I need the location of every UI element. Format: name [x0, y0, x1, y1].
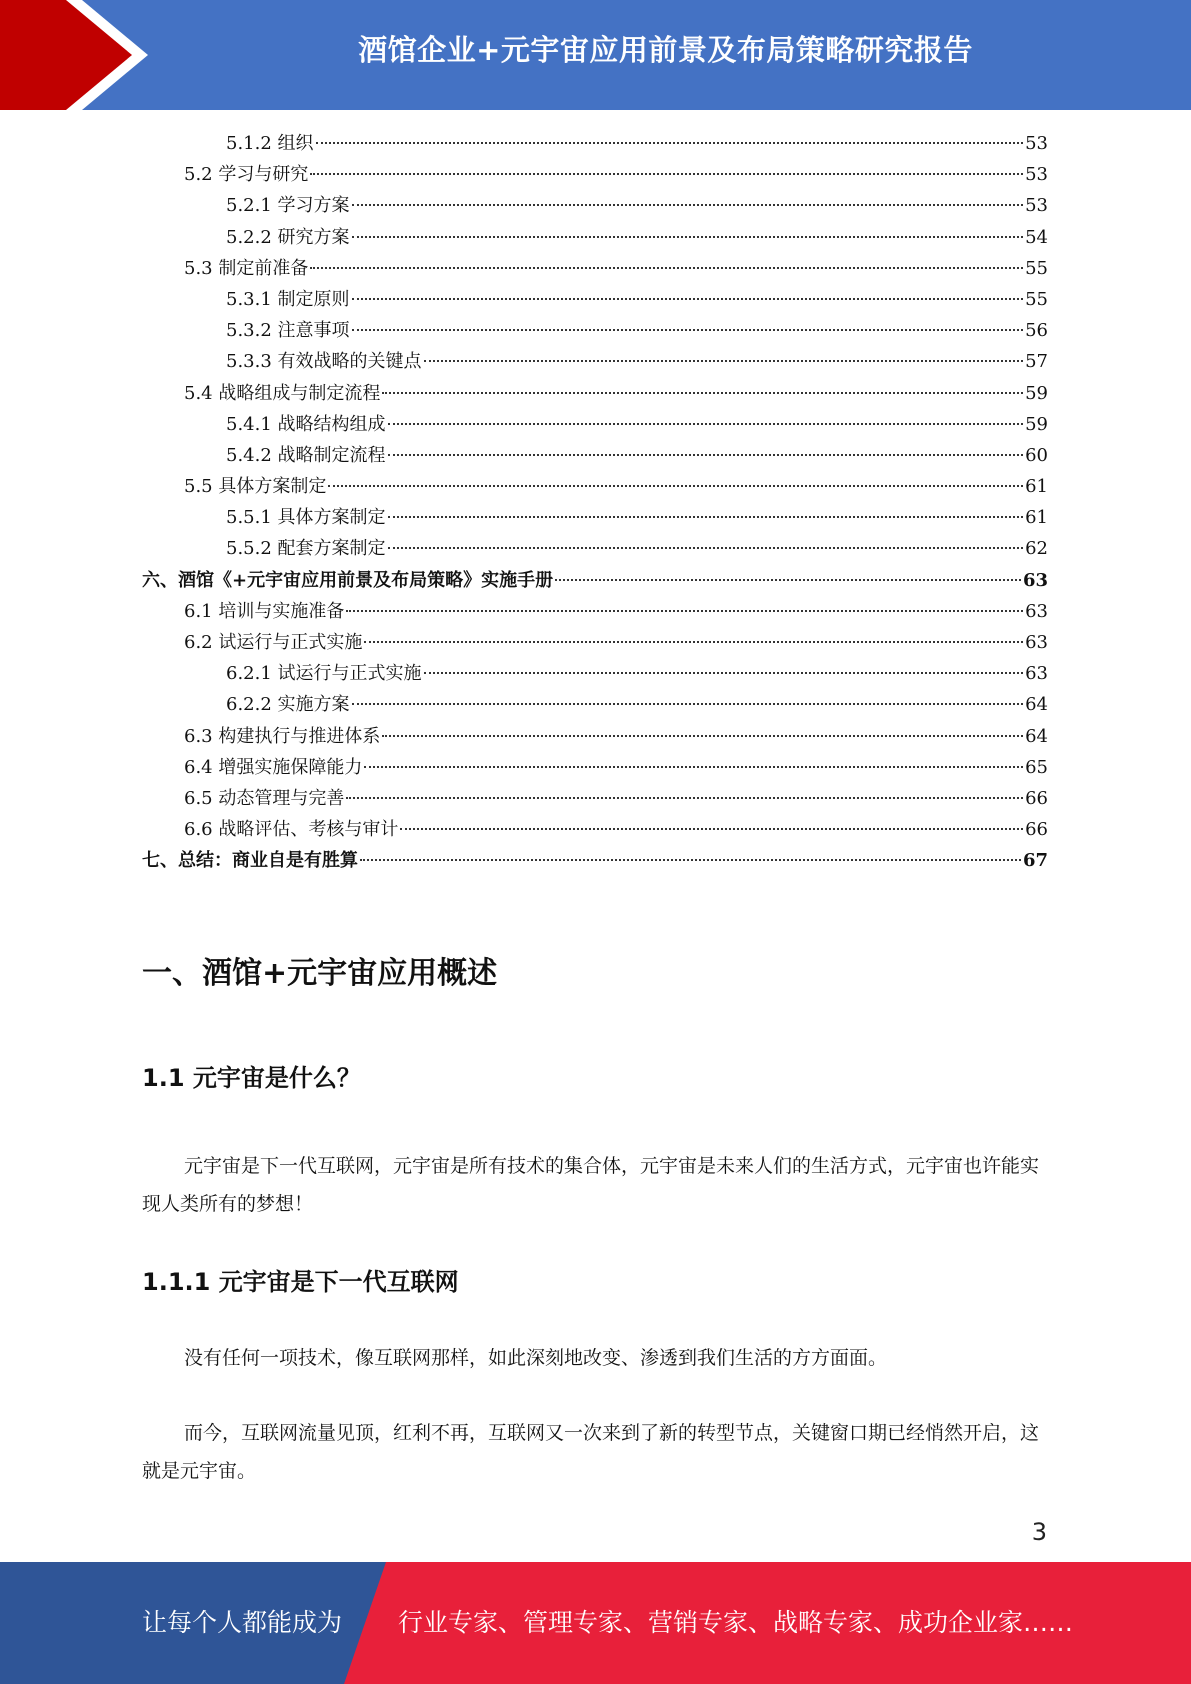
- section-heading: 1.1 元宇宙是什么？: [142, 1064, 361, 1092]
- toc-entry-label: 6.3 构建执行与推进体系: [184, 725, 381, 747]
- toc-entry-page: 53: [1025, 195, 1048, 217]
- toc-entry-label: 5.1.2 组织: [226, 133, 314, 154]
- table-of-contents: [142, 128, 1048, 877]
- toc-leader-dots: [352, 329, 1024, 331]
- toc-leader-dots: [555, 579, 1021, 581]
- toc-entry-label: 5.4 战略组成与制定流程: [184, 382, 381, 404]
- toc-entry-label: 5.2.2 研究方案: [226, 226, 350, 248]
- toc-entry-label: 6.2.2 实施方案: [226, 694, 350, 716]
- toc-entry-page: 65: [1025, 756, 1048, 778]
- toc-leader-dots: [424, 672, 1024, 674]
- toc-entry[interactable]: [142, 378, 1048, 409]
- toc-entry[interactable]: [142, 409, 1048, 440]
- toc-entry-label: 6.2.1 试运行与正式实施: [226, 663, 422, 685]
- toc-leader-dots: [400, 828, 1023, 830]
- toc-leader-dots: [388, 547, 1024, 549]
- toc-leader-dots: [360, 859, 1021, 861]
- toc-entry-label: 6.2 试运行与正式实施: [184, 632, 363, 653]
- toc-entry[interactable]: [142, 159, 1048, 190]
- subsection-heading: 1.1.1 元宇宙是下一代互联网: [142, 1268, 459, 1296]
- toc-leader-dots: [388, 454, 1024, 456]
- paragraph: 没有任何一项技术，像互联网那样，如此深刻地改变、渗透到我们生活的方方面面。: [184, 1347, 888, 1369]
- toc-entry-label: 5.4.2 战略制定流程: [226, 444, 386, 466]
- toc-entry[interactable]: [142, 253, 1048, 284]
- toc-leader-dots: [310, 173, 1023, 175]
- toc-entry-label: 5.3.1 制定原则: [226, 288, 350, 310]
- toc-leader-dots: [382, 392, 1023, 394]
- toc-leader-dots: [352, 703, 1024, 705]
- toc-entry[interactable]: [142, 190, 1048, 221]
- toc-leader-dots: [388, 423, 1024, 425]
- toc-entry-page: 61: [1025, 476, 1048, 498]
- toc-entry-label: 6.4 增强实施保障能力: [184, 756, 363, 778]
- toc-entry-page: 66: [1025, 787, 1048, 809]
- toc-entry-page: 53: [1025, 164, 1048, 186]
- toc-entry[interactable]: [142, 721, 1048, 752]
- toc-entry-page: 53: [1025, 133, 1048, 154]
- toc-entry[interactable]: [142, 284, 1048, 315]
- toc-entry-page: 63: [1025, 632, 1048, 653]
- toc-entry[interactable]: [142, 658, 1048, 689]
- toc-leader-dots: [382, 735, 1023, 737]
- toc-entry-label: 6.1 培训与实施准备: [184, 600, 345, 622]
- page-number: 3: [1031, 1518, 1047, 1546]
- toc-entry-page: 63: [1025, 600, 1048, 622]
- toc-entry[interactable]: [142, 471, 1048, 502]
- report-title: 酒馆企业+元宇宙应用前景及布局策略研究报告: [358, 33, 973, 67]
- toc-entry-label: 5.4.1 战略结构组成: [226, 413, 386, 435]
- toc-entry-label: 5.5.2 配套方案制定: [226, 538, 386, 560]
- toc-entry-page: 62: [1025, 538, 1048, 560]
- toc-entry[interactable]: [142, 533, 1048, 564]
- toc-leader-dots: [424, 360, 1024, 362]
- toc-entry-label: 6.6 战略评估、考核与审计: [184, 819, 399, 841]
- toc-entry-label: 5.2 学习与研究: [184, 164, 309, 186]
- toc-entry-label: 六、酒馆《+元宇宙应用前景及布局策略》实施手册: [142, 569, 554, 591]
- toc-entry-label: 5.3 制定前准备: [184, 257, 309, 279]
- toc-leader-dots: [346, 610, 1023, 612]
- footer-slogan-right: 行业专家、管理专家、营销专家、战略专家、成功企业家……: [398, 1608, 1074, 1637]
- toc-entry-page: 57: [1025, 351, 1048, 373]
- toc-entry[interactable]: [142, 346, 1048, 377]
- toc-entry-page: 66: [1025, 819, 1048, 841]
- footer-slogan-left: 让每个人都能成为: [142, 1608, 343, 1637]
- toc-entry[interactable]: [142, 689, 1048, 720]
- toc-entry[interactable]: [142, 845, 1048, 876]
- toc-leader-dots: [352, 236, 1024, 238]
- toc-leader-dots: [364, 766, 1023, 768]
- toc-entry-label: 5.3.2 注意事项: [226, 320, 350, 342]
- toc-leader-dots: [364, 641, 1023, 643]
- toc-entry-page: 60: [1025, 444, 1048, 466]
- toc-entry[interactable]: [142, 502, 1048, 533]
- toc-entry-label: 5.5 具体方案制定: [184, 476, 327, 498]
- toc-entry-page: 63: [1025, 663, 1048, 685]
- paragraph: 而今，互联网流量见顶，红利不再，互联网又一次来到了新的转型节点，关键窗口期已经悄然开启，这就是元宇宙。: [142, 1422, 1040, 1482]
- toc-entry[interactable]: [142, 315, 1048, 346]
- toc-entry-label: 6.5 动态管理与完善: [184, 787, 345, 809]
- toc-entry[interactable]: [142, 627, 1048, 658]
- toc-entry[interactable]: [142, 783, 1048, 814]
- toc-entry-label: 5.2.1 学习方案: [226, 195, 350, 217]
- toc-entry-label: 5.5.1 具体方案制定: [226, 507, 386, 529]
- toc-entry-page: 54: [1025, 226, 1048, 248]
- toc-entry[interactable]: [142, 222, 1048, 253]
- toc-entry-page: 67: [1022, 850, 1048, 872]
- toc-leader-dots: [310, 267, 1023, 269]
- toc-leader-dots: [328, 485, 1023, 487]
- toc-entry-page: 63: [1022, 569, 1048, 591]
- toc-entry[interactable]: [142, 128, 1048, 159]
- toc-leader-dots: [388, 516, 1024, 518]
- page-header: [0, 0, 1191, 110]
- toc-leader-dots: [346, 797, 1023, 799]
- toc-entry-page: 61: [1025, 507, 1048, 529]
- page-footer: [0, 1562, 1191, 1684]
- toc-entry[interactable]: [142, 752, 1048, 783]
- chapter-heading: 一、酒馆+元宇宙应用概述: [142, 956, 498, 991]
- toc-entry[interactable]: [142, 596, 1048, 627]
- toc-entry-page: 55: [1025, 257, 1048, 279]
- toc-entry-page: 64: [1025, 694, 1048, 716]
- toc-entry-label: 5.3.3 有效战略的关键点: [226, 351, 422, 373]
- toc-leader-dots: [352, 204, 1024, 206]
- toc-entry[interactable]: [142, 814, 1048, 845]
- toc-entry-page: 59: [1025, 382, 1048, 404]
- toc-entry-page: 59: [1025, 413, 1048, 435]
- toc-entry-page: 64: [1025, 725, 1048, 747]
- toc-entry-page: 56: [1025, 320, 1048, 342]
- toc-entry-label: 七、总结：商业自是有胜算: [142, 850, 358, 872]
- toc-entry[interactable]: [142, 440, 1048, 471]
- toc-entry[interactable]: [142, 565, 1048, 596]
- paragraph: 元宇宙是下一代互联网，元宇宙是所有技术的集合体，元宇宙是未来人们的生活方式，元宇宙也许能实现人类所有的梦想！: [142, 1155, 1040, 1215]
- toc-entry-page: 55: [1025, 288, 1048, 310]
- toc-leader-dots: [352, 298, 1024, 300]
- toc-leader-dots: [316, 142, 1024, 144]
